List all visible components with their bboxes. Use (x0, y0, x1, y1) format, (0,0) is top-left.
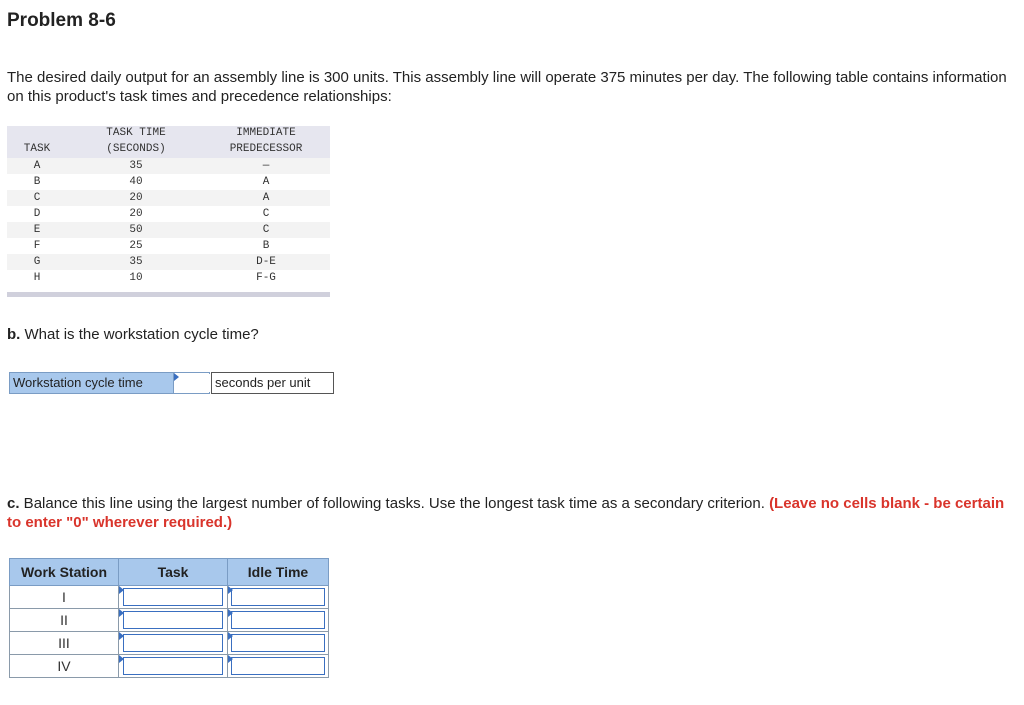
table-row (7, 254, 330, 270)
time-cell: 10 (129, 272, 143, 284)
pred-cell: B (262, 240, 270, 252)
header-task: Task (119, 559, 228, 586)
time-cell: 50 (129, 224, 143, 236)
pred-cell: — (262, 160, 270, 172)
table-row (7, 270, 330, 286)
task-input[interactable] (123, 657, 223, 675)
pred-cell: A (262, 192, 270, 204)
task-cell (119, 586, 228, 609)
task-cell: G (33, 256, 41, 268)
time-cell: 35 (129, 160, 143, 172)
time-cell: 20 (129, 192, 143, 204)
cycle-time-input[interactable] (175, 374, 210, 392)
pred-cell: D-E (256, 256, 276, 268)
idle-cell (228, 655, 329, 678)
question-c-prefix: c. (7, 495, 20, 512)
time-cell: 40 (129, 176, 143, 188)
task-cell: H (33, 272, 41, 284)
header-time-line2: (SECONDS) (106, 143, 166, 155)
header-pred-line1: IMMEDIATE (236, 127, 296, 139)
table-row (10, 632, 329, 655)
header-idle-time: Idle Time (228, 559, 329, 586)
precedence-table (7, 126, 330, 297)
pred-cell: C (262, 224, 270, 236)
table-row (7, 158, 330, 174)
task-cell: A (33, 160, 41, 172)
input-marker-icon (228, 655, 233, 663)
idle-time-input[interactable] (231, 657, 325, 675)
task-input[interactable] (123, 588, 223, 606)
task-cell: F (33, 240, 41, 252)
table-row (7, 238, 330, 254)
table-row (10, 586, 329, 609)
input-marker-icon (228, 586, 233, 594)
table-row (7, 190, 330, 206)
station-label: III (10, 632, 119, 655)
station-label: II (10, 609, 119, 632)
problem-intro: The desired daily output for an assembly line is 300 units. This assembly line will operate 375 minutes per day. The following table contains information on this product's task times and precedence relationships: (7, 69, 1007, 105)
cycle-time-row (9, 372, 334, 394)
input-marker-icon (228, 609, 233, 617)
task-cell: D (33, 208, 41, 220)
precedence-table-header (7, 126, 330, 158)
task-input[interactable] (123, 634, 223, 652)
precedence-table-body (7, 158, 330, 286)
idle-time-input[interactable] (231, 611, 325, 629)
table-row (7, 206, 330, 222)
time-cell: 25 (129, 240, 143, 252)
question-c (7, 494, 1007, 532)
table-row (7, 174, 330, 190)
station-label: I (10, 586, 119, 609)
table-row (10, 655, 329, 678)
table-row (7, 222, 330, 238)
balance-table-header (10, 559, 329, 586)
question-b-text: What is the workstation cycle time? (20, 326, 259, 343)
header-work-station: Work Station (10, 559, 119, 586)
question-c-note: (Leave no cells blank - be certain to enter "0" wherever required.) (7, 495, 1005, 531)
header-task: TASK (23, 143, 51, 155)
station-label: IV (10, 655, 119, 678)
idle-cell (228, 609, 329, 632)
input-marker-icon (119, 609, 124, 617)
idle-cell (228, 632, 329, 655)
idle-time-input[interactable] (231, 588, 325, 606)
header-time-line1: TASK TIME (106, 127, 166, 139)
input-marker-icon (119, 586, 124, 594)
input-marker-icon (174, 373, 179, 381)
question-c-text: Balance this line using the largest number of following tasks. Use the longest task time as a secondary criterion. (19, 495, 770, 512)
time-cell: 35 (129, 256, 143, 268)
task-cell (119, 632, 228, 655)
problem-title: Problem 8-6 (7, 10, 116, 31)
table-footer-bar (7, 292, 330, 297)
task-cell: E (33, 224, 41, 236)
question-b-prefix: b. (7, 326, 21, 343)
cycle-time-cell (174, 372, 210, 394)
input-marker-icon (228, 632, 233, 640)
question-b (7, 326, 259, 343)
pred-cell: F-G (256, 272, 276, 284)
pred-cell: C (262, 208, 270, 220)
task-cell (119, 655, 228, 678)
idle-cell (228, 586, 329, 609)
time-cell: 20 (129, 208, 143, 220)
table-row (10, 609, 329, 632)
task-input[interactable] (123, 611, 223, 629)
input-marker-icon (119, 632, 124, 640)
task-cell: C (33, 192, 41, 204)
balance-table (9, 558, 329, 678)
pred-cell: A (262, 176, 270, 188)
cycle-time-label: Workstation cycle time (9, 372, 174, 394)
header-pred-line2: PREDECESSOR (229, 143, 303, 155)
task-cell (119, 609, 228, 632)
input-marker-icon (119, 655, 124, 663)
task-cell: B (33, 176, 41, 188)
cycle-time-unit: seconds per unit (211, 372, 334, 394)
idle-time-input[interactable] (231, 634, 325, 652)
